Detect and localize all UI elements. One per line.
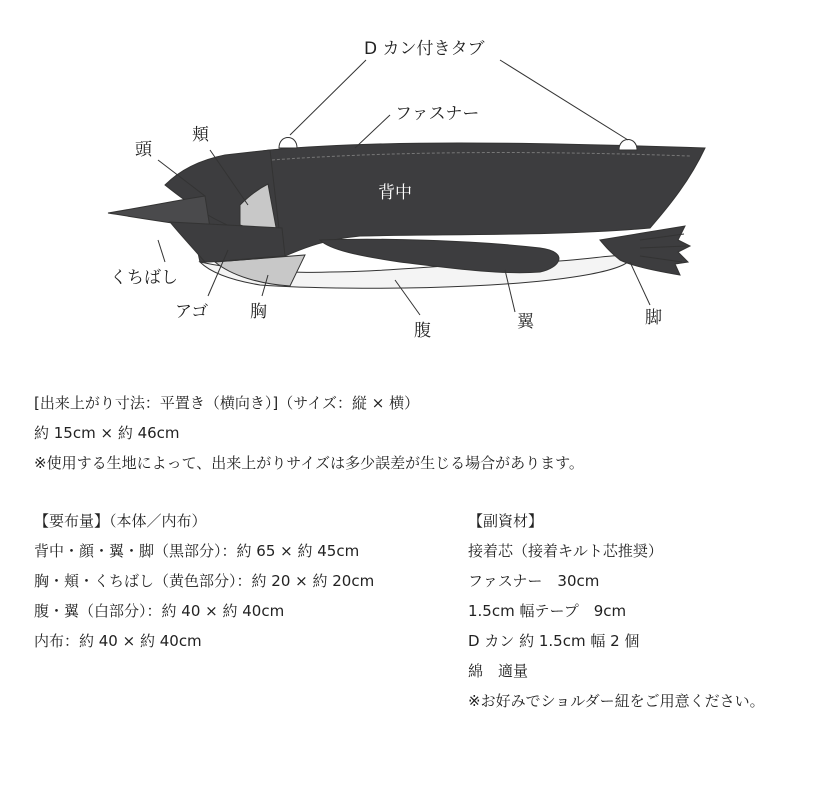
materials-heading: 【副資材】 — [468, 512, 544, 530]
d-ring-tab-left — [279, 138, 297, 149]
materials-item: 接着芯（接着キルト芯推奨） — [468, 542, 663, 560]
materials-section — [468, 506, 765, 716]
label-back: 背中 — [378, 183, 412, 203]
materials-item: 綿 適量 — [468, 662, 529, 680]
fabric-item: 内布：約 40 × 約 40cm — [34, 632, 202, 650]
d-ring-tab-right — [619, 140, 637, 151]
fabric-section — [34, 506, 374, 656]
jaw-panel — [170, 222, 285, 262]
label-beak: くちばし — [110, 268, 178, 288]
label-belly: 腹 — [414, 321, 431, 341]
materials-item: D カン 約 1.5cm 幅 2 個 — [468, 632, 640, 650]
label-cheek: 頬 — [192, 125, 209, 145]
fabric-item: 背中・顔・翼・脚（黒部分）：約 65 × 約 45cm — [34, 542, 360, 560]
penguin-pouch-diagram — [0, 0, 835, 360]
materials-item: 1.5cm 幅テープ 9cm — [468, 602, 627, 620]
label-chest: 胸 — [250, 302, 267, 322]
fabric-item: 腹・翼（白部分）：約 40 × 約 40cm — [34, 602, 285, 620]
fabric-item: 胸・頬・くちばし（黄色部分）：約 20 × 約 20cm — [34, 572, 375, 590]
label-zipper: ファスナー — [395, 104, 480, 124]
label-d-ring-tab: D カン付きタブ — [364, 39, 485, 59]
label-foot: 脚 — [645, 308, 662, 328]
materials-item: ※お好みでショルダー紐をご用意ください。 — [468, 692, 765, 710]
size-spec-value: 約 15cm × 約 46cm — [34, 424, 180, 442]
size-spec-note: ※使用する生地によって、出来上がりサイズは多少誤差が生じる場合があります。 — [34, 454, 584, 472]
size-spec-section — [34, 388, 584, 478]
materials-item: ファスナー 30cm — [468, 572, 600, 590]
label-wing: 翼 — [517, 312, 534, 332]
label-head: 頭 — [135, 140, 152, 160]
size-spec-heading: [出来上がり寸法：平置き（横向き）]（サイズ：縦 × 横） — [34, 394, 420, 412]
label-jaw: アゴ — [175, 302, 209, 322]
fabric-heading: 【要布量】（本体／内布） — [34, 512, 207, 530]
